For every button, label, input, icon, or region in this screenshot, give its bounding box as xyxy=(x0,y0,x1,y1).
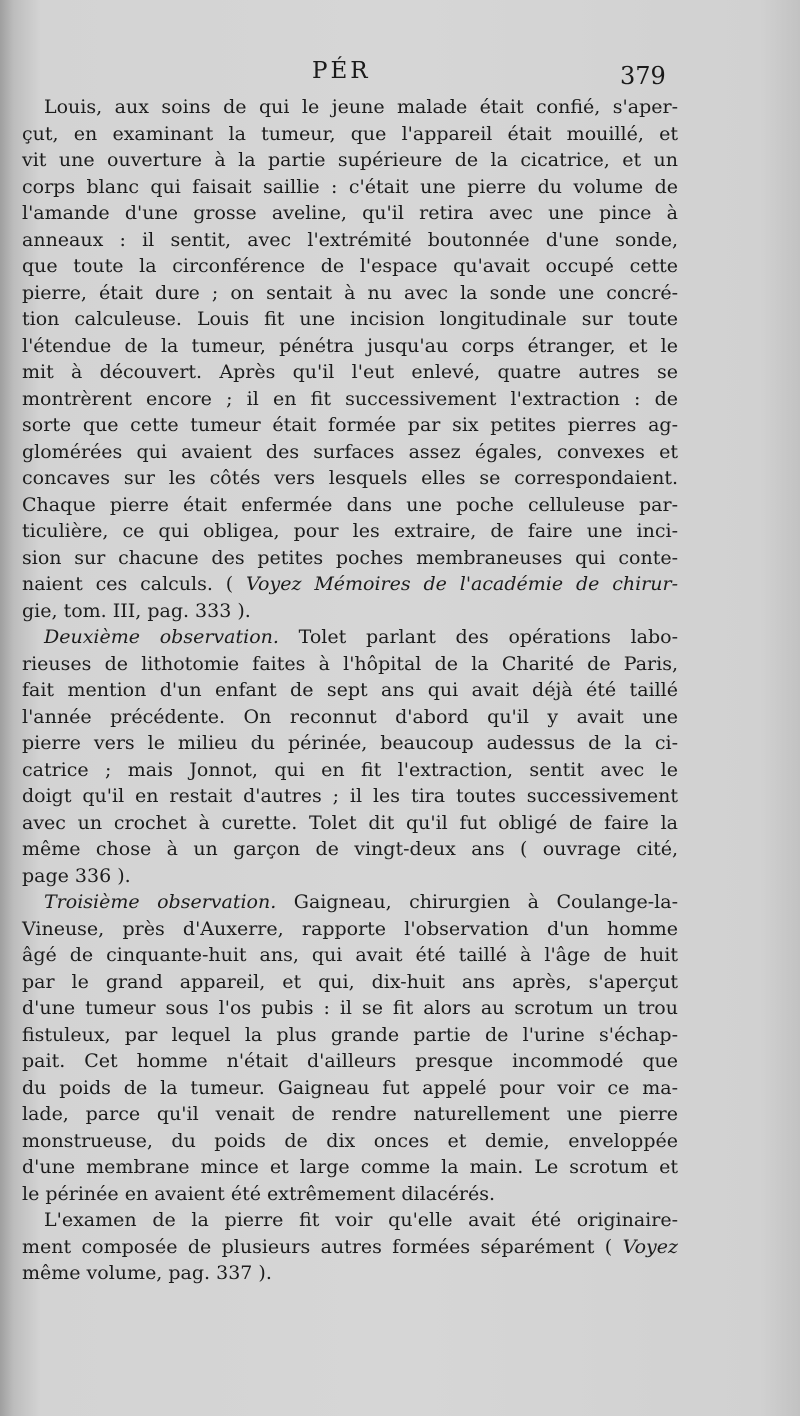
text-line: mit à découvert. Après qu'il l'eut enlevé, quatre autres se xyxy=(22,361,678,383)
paragraph-deuxieme-observation xyxy=(22,624,678,889)
text-line: d'une membrane mince et large comme la main. Le scrotum et xyxy=(22,1156,678,1178)
paragraph-louis xyxy=(22,94,678,624)
text-line: sion sur chacune des petites poches membraneuses qui conte- xyxy=(22,546,678,569)
text-line: pait. Cet homme n'était d'ailleurs presque incommodé que xyxy=(22,1050,678,1072)
body-text xyxy=(22,94,678,1287)
text-line: l'année précédente. On reconnut d'abord qu'il y avait une xyxy=(22,705,678,728)
text-line: avec un crochet à curette. Tolet dit qu'il fut obligé de faire la xyxy=(22,811,678,834)
page-number: 379 xyxy=(620,62,666,90)
text-line: catrice ; mais Jonnot, qui en fit l'extraction, sentit avec le xyxy=(22,758,678,781)
text-line: doigt qu'il en restait d'autres ; il les tira toutes successivement xyxy=(22,785,678,807)
text-line: âgé de cinquante-huit ans, qui avait été taillé à l'âge de huit xyxy=(22,944,678,966)
text-line: d'une tumeur sous l'os pubis : il se fit alors au scrotum un trou xyxy=(22,997,678,1019)
page-header xyxy=(0,58,800,98)
running-head: PÉR xyxy=(312,58,371,84)
text-line: concaves sur les côtés vers lesquels elles se correspondaient. xyxy=(22,467,678,489)
text-line: du poids de la tumeur. Gaigneau fut appelé pour voir ce ma- xyxy=(22,1076,678,1099)
text-line: pierre vers le milieu du périnée, beaucoup audessus de la ci- xyxy=(22,732,678,754)
paragraph-troisieme-observation xyxy=(22,889,678,1207)
text-line: corps blanc qui faisait saillie : c'était une pierre du volume de xyxy=(22,175,678,198)
text-line: fistuleux, par lequel la plus grande partie de l'urine s'échap- xyxy=(22,1023,678,1046)
text-line: gie, tom. III, pag. 333 ). xyxy=(22,599,251,622)
text-line: ment composée de plusieurs autres formées séparément ( Voyez xyxy=(22,1235,678,1258)
text-line: montrèrent encore ; il en fit successivement l'extraction : de xyxy=(22,387,678,410)
text-line: vit une ouverture à la partie supérieure de la cicatrice, et un xyxy=(22,149,678,171)
text-line: L'examen de la pierre fit voir qu'elle avait été originaire- xyxy=(44,1209,678,1231)
text-line: rieuses de lithotomie faites à l'hôpital de la Charité de Paris, xyxy=(22,652,678,675)
text-line: Troisième observation. Gaigneau, chirurgien à Coulange-la- xyxy=(44,891,679,913)
text-line: l'étendue de la tumeur, pénétra jusqu'au corps étranger, et le xyxy=(22,334,678,357)
text-line: fait mention d'un enfant de sept ans qui avait déjà été taillé xyxy=(22,679,678,701)
text-line: tion calculeuse. Louis fit une incision longitudinale sur toute xyxy=(22,308,678,330)
text-line: même volume, pag. 337 ). xyxy=(22,1262,272,1284)
text-line: glomérées qui avaient des surfaces assez égales, convexes et xyxy=(22,440,678,463)
text-line: que toute la circonférence de l'espace qu'avait occupé cette xyxy=(22,255,678,277)
text-line: pierre, était dure ; on sentait à nu avec la sonde une concré- xyxy=(22,281,678,304)
text-line: monstrueuse, du poids de dix onces et demie, enveloppée xyxy=(22,1129,678,1152)
text-line: anneaux : il sentit, avec l'extrémité boutonnée d'une sonde, xyxy=(22,228,678,251)
text-line: ticulière, ce qui obligea, pour les extraire, de faire une inci- xyxy=(22,520,678,542)
text-line: le périnée en avaient été extrêmement dilacérés. xyxy=(22,1182,495,1205)
text-line: sorte que cette tumeur était formée par six petites pierres ag- xyxy=(22,414,678,436)
text-line: page 336 ). xyxy=(22,864,131,887)
text-line: l'amande d'une grosse aveline, qu'il retira avec une pince à xyxy=(22,202,678,224)
text-line: Vineuse, près d'Auxerre, rapporte l'observation d'un homme xyxy=(22,917,678,940)
text-line: même chose à un garçon de vingt-deux ans ( ouvrage cité, xyxy=(22,838,678,860)
text-line: par le grand appareil, et qui, dix-huit ans après, s'aperçut xyxy=(22,970,678,993)
text-line: Chaque pierre était enfermée dans une poche celluleuse par- xyxy=(22,493,678,516)
text-line: çut, en examinant la tumeur, que l'appareil était mouillé, et xyxy=(22,122,678,145)
text-line: lade, parce qu'il venait de rendre naturellement une pierre xyxy=(22,1103,678,1125)
text-line: Deuxième observation. Tolet parlant des opérations labo- xyxy=(44,626,679,648)
paragraph-examen xyxy=(22,1207,678,1287)
text-line: Louis, aux soins de qui le jeune malade était confié, s'aper- xyxy=(44,96,678,118)
text-line: naient ces calculs. ( Voyez Mémoires de l'académie de chirur- xyxy=(22,573,678,595)
